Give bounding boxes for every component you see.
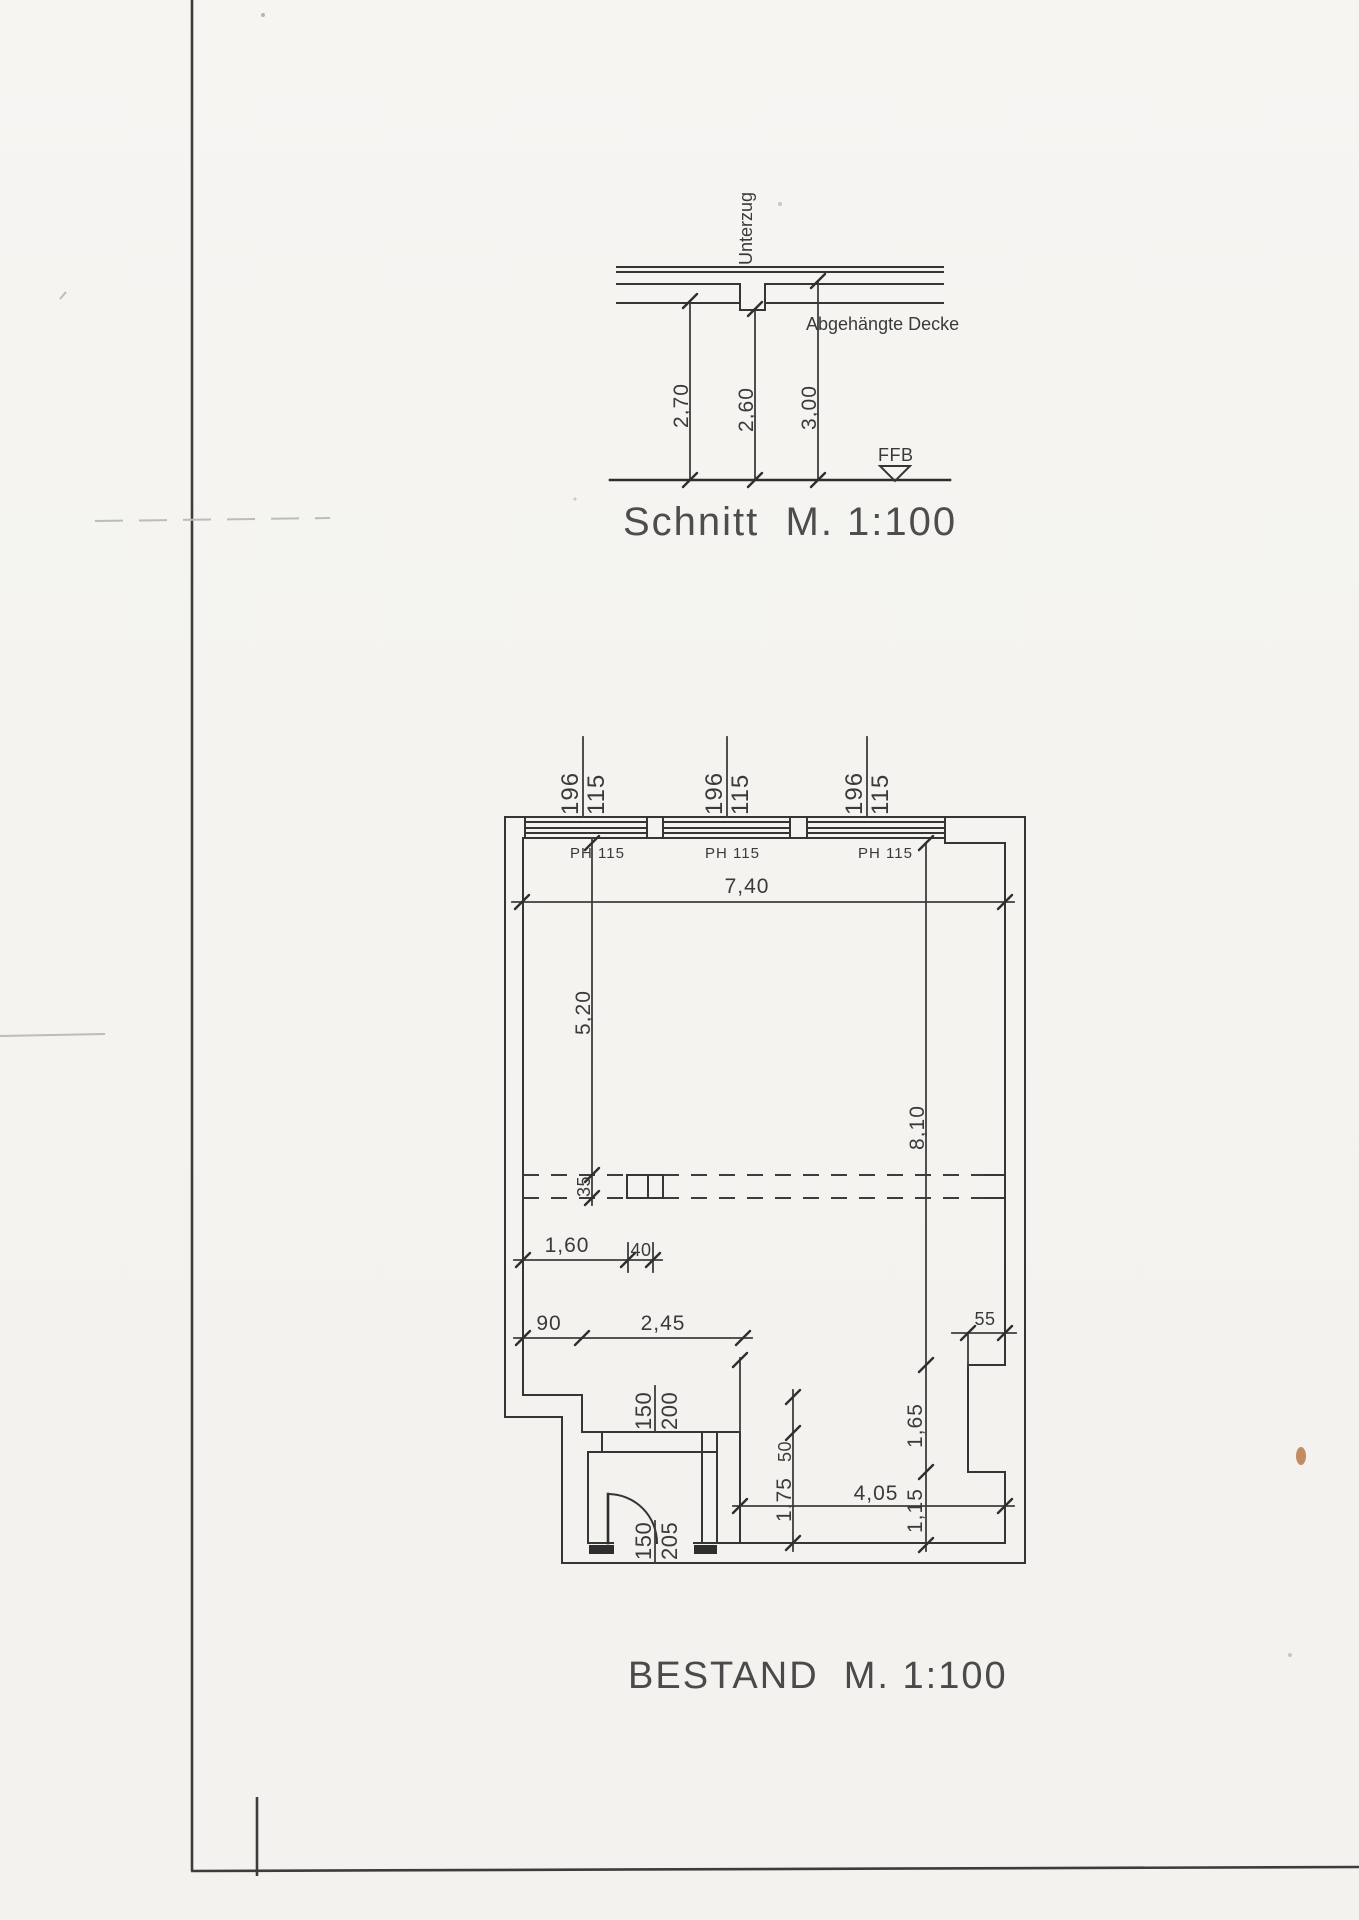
- dim-270: 2,70: [670, 383, 693, 428]
- passage-width-label: 150: [631, 1391, 656, 1430]
- dim-405: 4,05: [853, 1482, 899, 1505]
- door-jamb-left: [589, 1545, 614, 1554]
- beam-label: Unterzug: [736, 191, 756, 265]
- window1-parapet-label: 115: [583, 773, 610, 815]
- section-title: Schnitt M. 1:100: [623, 500, 958, 544]
- window1-width-label: 196: [557, 771, 584, 815]
- dim-160: 1,60: [544, 1234, 590, 1257]
- window2-width-label: 196: [701, 771, 728, 815]
- dim-35: 35: [574, 1175, 594, 1197]
- dim-260: 2,60: [735, 387, 758, 432]
- dim-50: 50: [775, 1440, 795, 1462]
- dim-520: 5,20: [572, 990, 595, 1035]
- window2-parapet-label: 115: [727, 773, 754, 815]
- entry-door-height-label: 205: [657, 1521, 682, 1560]
- door-jamb-right: [694, 1545, 717, 1554]
- dim-175: 1,75: [773, 1477, 796, 1522]
- window1-ph-label: PH 115: [570, 845, 625, 862]
- section-drawing: [610, 192, 959, 544]
- ffb-label: FFB: [878, 445, 914, 465]
- plan-title: BESTAND M. 1:100: [628, 1655, 1008, 1697]
- right-wall-recess: [945, 817, 1005, 1543]
- beam-outline: [740, 284, 765, 310]
- inner-wall-outline: [523, 838, 1005, 1543]
- entry-door-width-label: 150: [631, 1521, 656, 1560]
- window2-ph-label: PH 115: [705, 845, 760, 862]
- window3-width-label: 196: [841, 771, 868, 815]
- suspended-ceiling-label: Abgehängte Decke: [806, 314, 960, 334]
- passage-height-label: 200: [657, 1391, 682, 1430]
- dim-300: 3,00: [798, 385, 821, 430]
- dim-90: 90: [536, 1312, 562, 1335]
- floor-plan-drawing: [505, 737, 1025, 1697]
- page-border: [191, 0, 1359, 1876]
- window3-ph-label: PH 115: [858, 845, 913, 862]
- dim-40: 40: [630, 1240, 652, 1260]
- dim-165: 1,65: [904, 1403, 927, 1448]
- dim-810: 8,10: [906, 1105, 929, 1150]
- window-band: [523, 817, 945, 838]
- dimension-ticks: [515, 274, 1012, 1552]
- dim-245: 2,45: [640, 1312, 686, 1335]
- dim-740: 7,40: [724, 875, 770, 898]
- dim-115: 1,15: [904, 1488, 927, 1533]
- dim-55: 55: [974, 1309, 996, 1329]
- window3-parapet-label: 115: [867, 773, 894, 815]
